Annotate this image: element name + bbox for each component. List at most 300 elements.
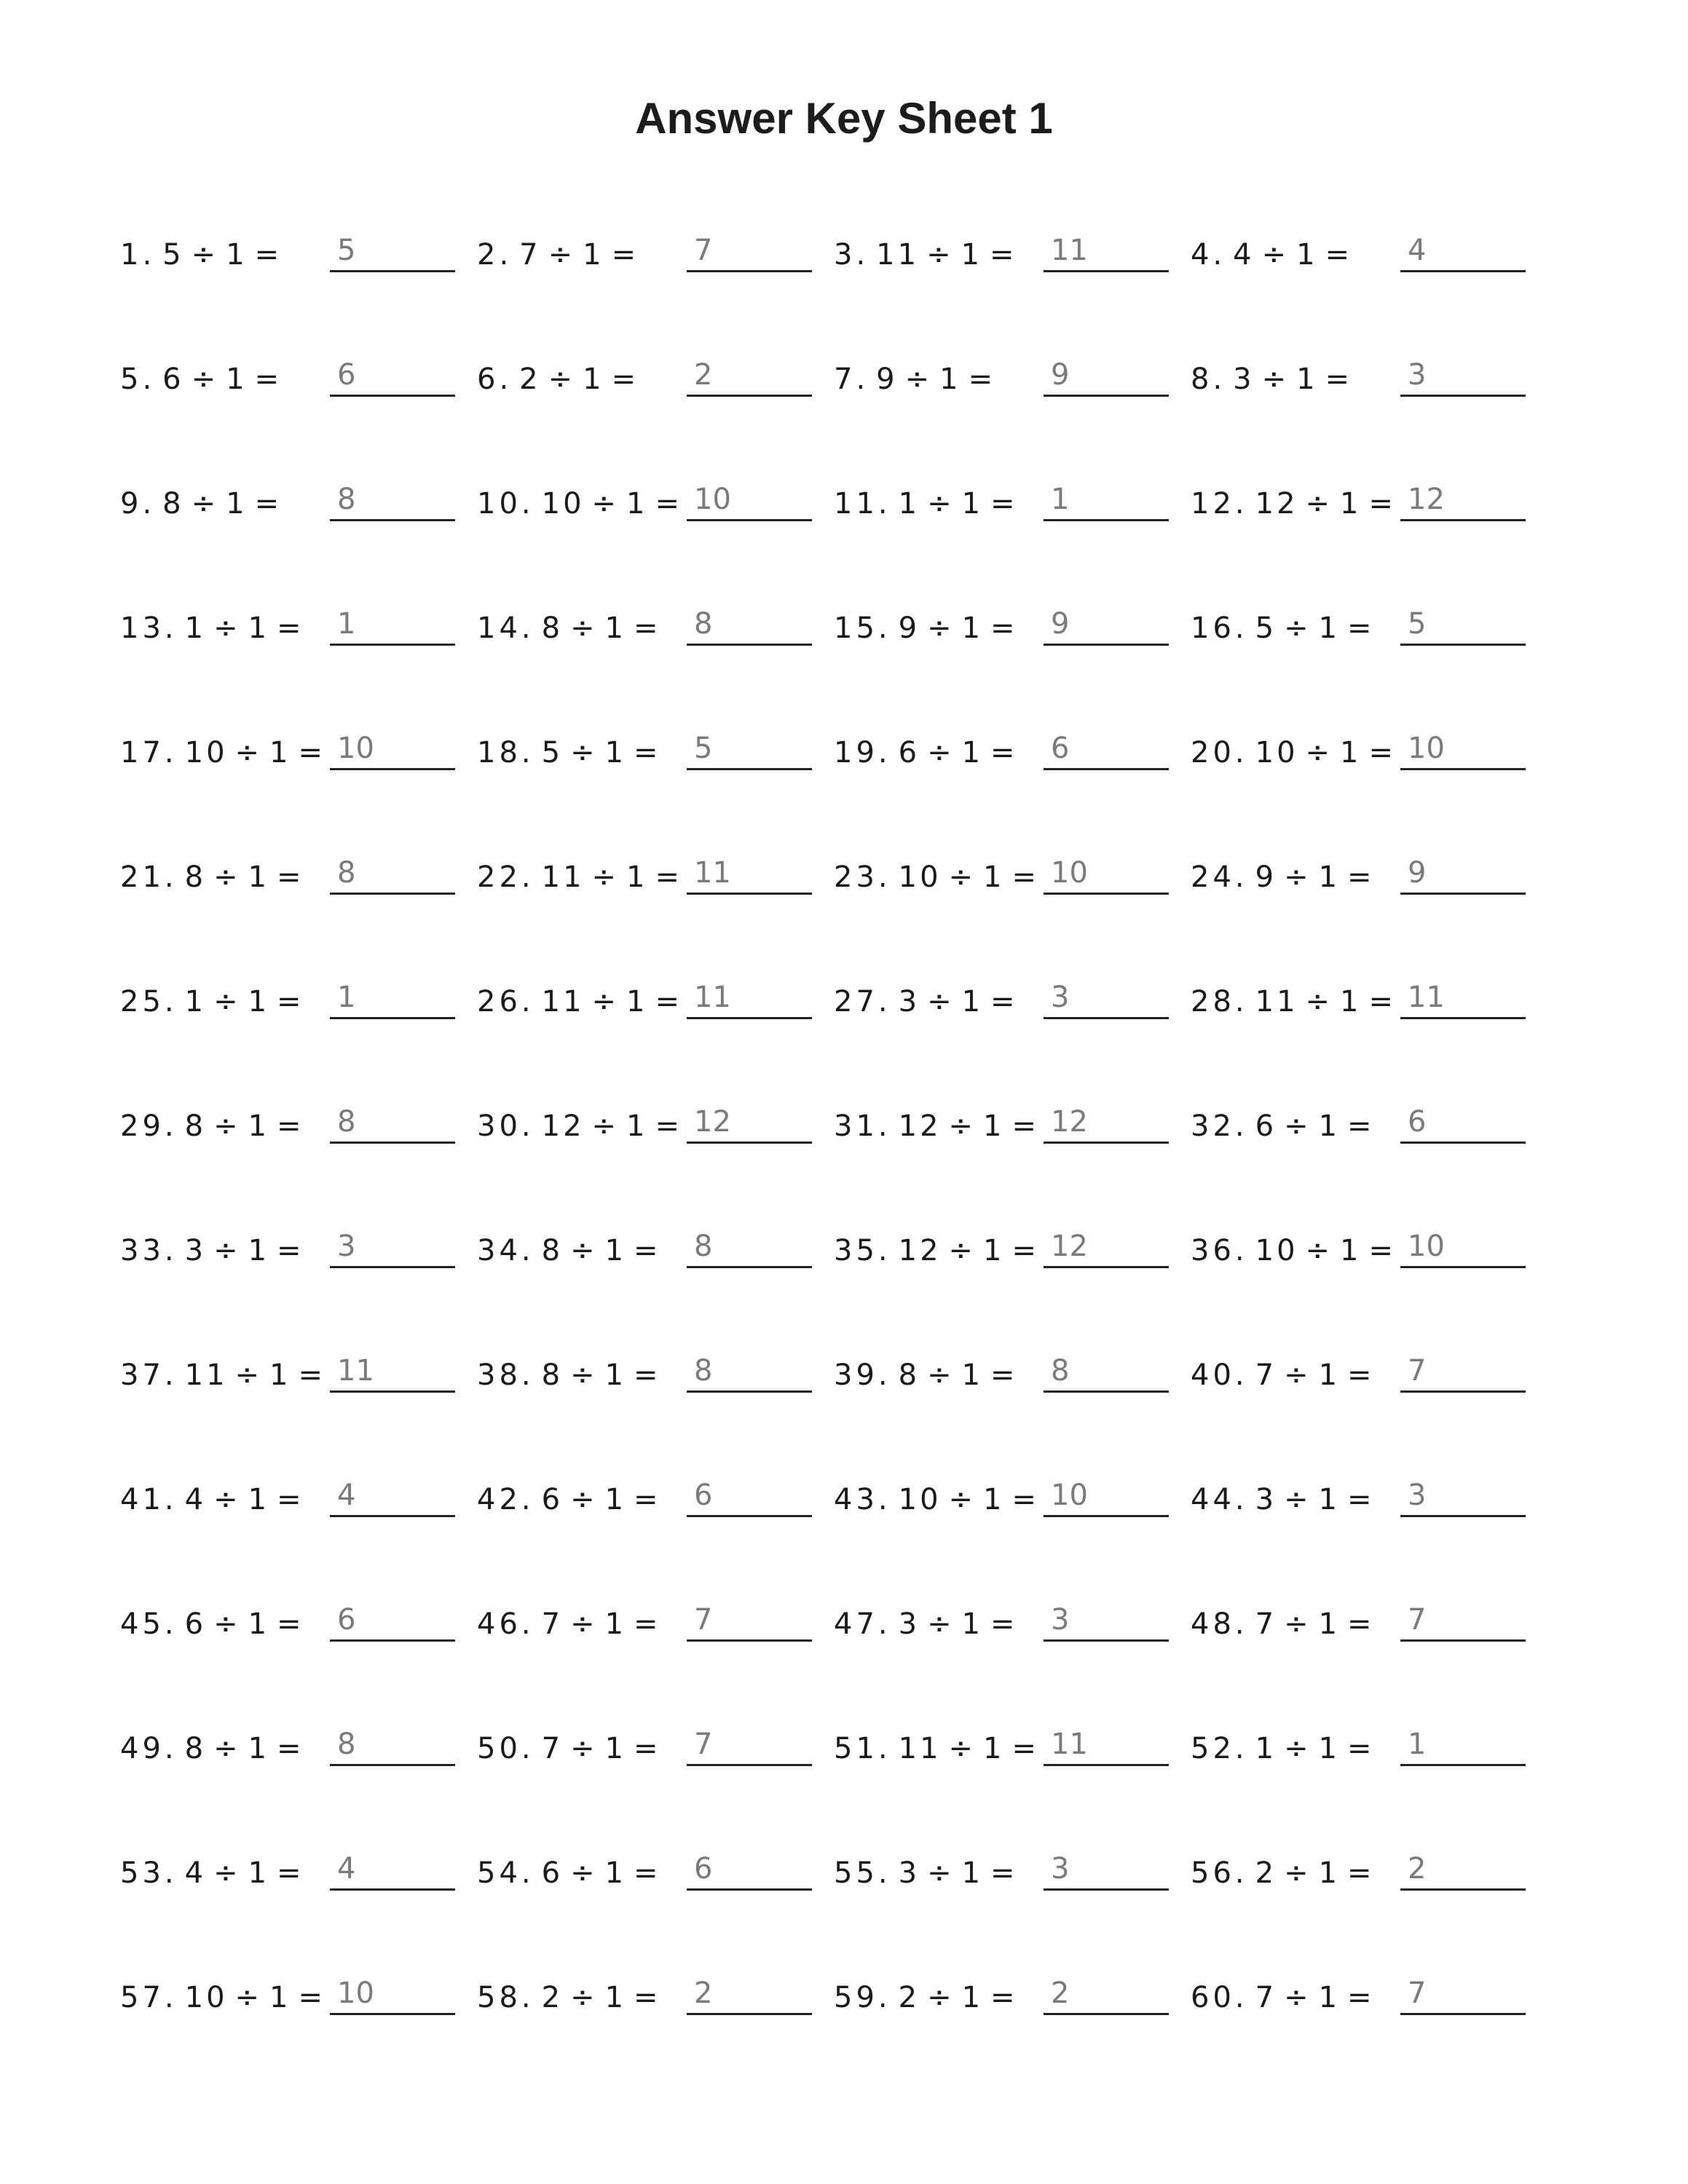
problem-number: 33. (120, 1234, 178, 1267)
equals-sign: = (1368, 985, 1397, 1018)
problem-number: 27. (834, 985, 891, 1018)
answer-blank: 2 (1400, 1847, 1526, 1891)
dividend: 6 (898, 736, 920, 769)
answer-blank: 9 (1400, 851, 1526, 895)
equals-sign: = (277, 860, 304, 894)
answer-blank: 10 (1044, 1473, 1169, 1517)
answer-blank: 6 (687, 1847, 812, 1891)
equals-sign: = (1347, 860, 1375, 894)
equals-sign: = (1011, 1732, 1040, 1765)
answer-blank: 3 (330, 1224, 455, 1268)
answer-blank: 3 (1044, 1847, 1169, 1891)
problem-item (1191, 1961, 1547, 2019)
equals-sign: = (1347, 1483, 1375, 1516)
problem-item (477, 1339, 834, 1397)
answer-blank: 12 (687, 1100, 812, 1144)
problem-item (477, 1214, 834, 1273)
problem-number: 39. (834, 1358, 891, 1392)
equals-sign: = (277, 612, 304, 645)
dividend: 6 (541, 1483, 564, 1516)
problem-number: 43. (834, 1483, 891, 1516)
divide-sign: ÷ (1305, 487, 1333, 521)
problem-number: 49. (120, 1732, 178, 1765)
dividend: 3 (898, 1607, 920, 1641)
answer-blank: 6 (1400, 1100, 1526, 1144)
equals-sign: = (634, 1981, 661, 2014)
divide-sign: ÷ (213, 1732, 241, 1765)
divisor: 1 (248, 612, 270, 645)
answer-blank: 6 (1044, 727, 1169, 770)
answer-blank: 11 (687, 851, 812, 895)
problem-item (834, 841, 1191, 899)
answer-blank: 8 (687, 602, 812, 646)
divide-sign: ÷ (926, 238, 954, 272)
problem-number: 47. (834, 1607, 891, 1641)
answer-blank: 7 (1400, 1349, 1526, 1393)
answer-blank: 3 (1400, 353, 1526, 397)
problem-number: 46. (477, 1607, 535, 1641)
divide-sign: ÷ (213, 1483, 241, 1516)
divide-sign: ÷ (191, 487, 219, 521)
equals-sign: = (277, 1856, 304, 1890)
dividend: 6 (184, 1607, 207, 1641)
divide-sign: ÷ (548, 238, 576, 272)
answer-blank: 7 (687, 1722, 812, 1766)
problem-item (1191, 1463, 1547, 1522)
problem-item (1191, 1712, 1547, 1770)
divide-sign: ÷ (948, 1483, 977, 1516)
dividend: 1 (1255, 1732, 1277, 1765)
equals-sign: = (1347, 1358, 1375, 1392)
equals-sign: = (1368, 1234, 1397, 1267)
dividend: 12 (898, 1234, 942, 1267)
equals-sign: = (277, 1109, 304, 1143)
divisor: 1 (604, 1856, 627, 1890)
problem-number: 24. (1191, 860, 1248, 894)
problem-number: 18. (477, 736, 535, 769)
equals-sign: = (1347, 612, 1375, 645)
divisor: 1 (226, 487, 248, 521)
divisor: 1 (961, 1981, 984, 2014)
problem-number: 41. (120, 1483, 178, 1516)
divide-sign: ÷ (591, 1109, 620, 1143)
problem-item (477, 716, 834, 775)
dividend: 4 (184, 1856, 207, 1890)
answer-blank: 10 (330, 727, 455, 770)
dividend: 12 (898, 1109, 942, 1143)
problem-item (477, 343, 834, 401)
problem-number: 44. (1191, 1483, 1248, 1516)
equals-sign: = (1347, 1109, 1375, 1143)
divisor: 1 (604, 1234, 627, 1267)
problem-item (834, 343, 1191, 401)
problem-item (1191, 218, 1547, 277)
divisor: 1 (961, 487, 984, 521)
divide-sign: ÷ (927, 985, 955, 1018)
problem-item (120, 1588, 477, 1646)
equals-sign: = (1011, 860, 1040, 894)
answer-blank: 9 (1044, 353, 1169, 397)
answer-blank: 4 (1400, 229, 1526, 272)
divide-sign: ÷ (234, 1981, 263, 2014)
answer-blank: 8 (687, 1224, 812, 1268)
answer-blank: 11 (1400, 976, 1526, 1019)
problem-number: 2. (477, 238, 513, 272)
equals-sign: = (277, 1234, 304, 1267)
answer-blank: 10 (1044, 851, 1169, 895)
answer-blank: 7 (687, 229, 812, 272)
equals-sign: = (277, 1732, 304, 1765)
equals-sign: = (990, 612, 1018, 645)
divide-sign: ÷ (948, 1732, 977, 1765)
divide-sign: ÷ (213, 1607, 241, 1641)
dividend: 7 (1255, 1607, 1277, 1641)
problem-item (120, 1214, 477, 1273)
problem-number: 10. (477, 487, 535, 521)
problem-number: 23. (834, 860, 891, 894)
equals-sign: = (1325, 238, 1353, 272)
problem-item (1191, 592, 1547, 650)
divide-sign: ÷ (904, 363, 933, 396)
answer-blank: 8 (330, 851, 455, 895)
dividend: 8 (541, 612, 564, 645)
answer-blank: 10 (1400, 727, 1526, 770)
dividend: 9 (1255, 860, 1277, 894)
divisor: 1 (583, 363, 604, 396)
equals-sign: = (1368, 736, 1397, 769)
problem-number: 20. (1191, 736, 1248, 769)
problem-item (477, 1090, 834, 1148)
problem-item (1191, 343, 1547, 401)
problem-item (1191, 1339, 1547, 1397)
answer-blank: 7 (687, 1598, 812, 1642)
problem-item (1191, 841, 1547, 899)
divisor: 1 (983, 1109, 1005, 1143)
divide-sign: ÷ (234, 1358, 263, 1392)
equals-sign: = (1347, 1732, 1375, 1765)
divide-sign: ÷ (1305, 736, 1333, 769)
divide-sign: ÷ (213, 1856, 241, 1890)
answer-blank: 6 (330, 353, 455, 397)
equals-sign: = (611, 363, 639, 396)
divisor: 1 (269, 1981, 291, 2014)
problem-item (834, 1214, 1191, 1273)
answer-blank: 7 (1400, 1971, 1526, 2015)
problem-item (834, 218, 1191, 277)
problem-item (120, 1090, 477, 1148)
equals-sign: = (254, 363, 283, 396)
divisor: 1 (1318, 1109, 1341, 1143)
divisor: 1 (961, 985, 984, 1018)
answer-blank: 11 (1044, 229, 1169, 272)
divide-sign: ÷ (948, 1234, 977, 1267)
divisor: 1 (983, 1732, 1005, 1765)
problem-number: 30. (477, 1109, 535, 1143)
answer-blank: 5 (1400, 602, 1526, 646)
problem-number: 50. (477, 1732, 535, 1765)
answer-blank: 3 (1044, 1598, 1169, 1642)
divide-sign: ÷ (1284, 1856, 1312, 1890)
answer-blank: 12 (1044, 1224, 1169, 1268)
problem-item (1191, 1837, 1547, 1895)
divisor: 1 (1340, 487, 1362, 521)
dividend: 8 (162, 487, 184, 521)
answer-blank: 8 (330, 478, 455, 521)
divisor: 1 (248, 1607, 270, 1641)
problem-item (1191, 1214, 1547, 1273)
divisor: 1 (248, 985, 270, 1018)
problem-number: 29. (120, 1109, 178, 1143)
dividend: 3 (1255, 1483, 1277, 1516)
divide-sign: ÷ (1284, 1732, 1312, 1765)
problem-item (477, 1837, 834, 1895)
answer-blank: 5 (330, 229, 455, 272)
answer-blank: 11 (1044, 1722, 1169, 1766)
dividend: 10 (1255, 736, 1298, 769)
answer-blank: 10 (330, 1971, 455, 2015)
equals-sign: = (254, 238, 283, 272)
equals-sign: = (634, 1732, 661, 1765)
problem-item (834, 1090, 1191, 1148)
problem-number: 15. (834, 612, 891, 645)
divisor: 1 (248, 1483, 270, 1516)
problem-item (120, 1837, 477, 1895)
problem-number: 14. (477, 612, 535, 645)
divide-sign: ÷ (1284, 1981, 1312, 2014)
equals-sign: = (634, 1856, 661, 1890)
dividend: 11 (1255, 985, 1298, 1018)
problem-number: 26. (477, 985, 535, 1018)
divide-sign: ÷ (948, 860, 977, 894)
dividend: 11 (541, 985, 585, 1018)
equals-sign: = (277, 985, 304, 1018)
divide-sign: ÷ (570, 1856, 598, 1890)
divide-sign: ÷ (213, 612, 241, 645)
page-title: Answer Key Sheet 1 (635, 94, 1053, 143)
divide-sign: ÷ (1284, 612, 1312, 645)
dividend: 9 (898, 612, 920, 645)
problem-number: 19. (834, 736, 891, 769)
divide-sign: ÷ (1284, 1358, 1312, 1392)
answer-blank: 6 (687, 1473, 812, 1517)
dividend: 10 (184, 736, 228, 769)
divide-sign: ÷ (191, 238, 219, 272)
problem-item (120, 841, 477, 899)
divisor: 1 (983, 860, 1005, 894)
divisor: 1 (248, 1109, 270, 1143)
problem-item (1191, 1090, 1547, 1148)
divide-sign: ÷ (591, 985, 620, 1018)
problem-item (1191, 965, 1547, 1024)
equals-sign: = (634, 1234, 661, 1267)
problem-item (477, 1463, 834, 1522)
divide-sign: ÷ (1284, 1483, 1312, 1516)
dividend: 6 (162, 363, 184, 396)
equals-sign: = (634, 1358, 661, 1392)
problem-item (834, 1837, 1191, 1895)
problem-number: 58. (477, 1981, 535, 2014)
problem-item (120, 1961, 477, 2019)
answer-blank: 2 (687, 1971, 812, 2015)
equals-sign: = (298, 1981, 326, 2014)
problem-item (120, 1463, 477, 1522)
divide-sign: ÷ (213, 1109, 241, 1143)
dividend: 12 (541, 1109, 585, 1143)
answer-blank: 2 (687, 353, 812, 397)
problem-number: 57. (120, 1981, 178, 2014)
dividend: 8 (541, 1234, 564, 1267)
divide-sign: ÷ (927, 736, 955, 769)
divide-sign: ÷ (213, 985, 241, 1018)
divisor: 1 (269, 736, 291, 769)
dividend: 2 (898, 1981, 920, 2014)
dividend: 4 (184, 1483, 207, 1516)
problem-number: 38. (477, 1358, 535, 1392)
divisor: 1 (961, 612, 984, 645)
problem-number: 53. (120, 1856, 178, 1890)
divisor: 1 (604, 612, 627, 645)
equals-sign: = (990, 1856, 1018, 1890)
divide-sign: ÷ (1284, 1607, 1312, 1641)
divisor: 1 (1318, 1732, 1341, 1765)
problem-item (120, 343, 477, 401)
problem-number: 48. (1191, 1607, 1248, 1641)
divide-sign: ÷ (927, 1856, 955, 1890)
divide-sign: ÷ (1305, 1234, 1333, 1267)
answer-blank: 9 (1044, 602, 1169, 646)
divide-sign: ÷ (927, 1981, 955, 2014)
divisor: 1 (604, 1732, 627, 1765)
problem-number: 4. (1191, 238, 1226, 272)
problem-number: 59. (834, 1981, 891, 2014)
problem-number: 54. (477, 1856, 535, 1890)
answer-blank: 8 (687, 1349, 812, 1393)
divisor: 1 (961, 736, 984, 769)
problem-item (477, 218, 834, 277)
divide-sign: ÷ (213, 860, 241, 894)
equals-sign: = (990, 1358, 1018, 1392)
equals-sign: = (655, 1109, 683, 1143)
dividend: 12 (1255, 487, 1298, 521)
equals-sign: = (1011, 1109, 1040, 1143)
problem-item (477, 965, 834, 1024)
equals-sign: = (1011, 1483, 1040, 1516)
problem-item (834, 467, 1191, 526)
answer-blank: 1 (1044, 478, 1169, 521)
problem-number: 32. (1191, 1109, 1248, 1143)
problem-number: 21. (120, 860, 178, 894)
dividend: 5 (162, 238, 184, 272)
problem-item (834, 965, 1191, 1024)
divisor: 1 (1318, 1607, 1341, 1641)
dividend: 10 (184, 1981, 228, 2014)
problem-item (120, 1712, 477, 1770)
answer-blank: 4 (330, 1473, 455, 1517)
answer-blank: 1 (330, 602, 455, 646)
problem-item (834, 1588, 1191, 1646)
dividend: 6 (1255, 1109, 1277, 1143)
problem-number: 35. (834, 1234, 891, 1267)
answer-blank: 2 (1044, 1971, 1169, 2015)
problem-item (834, 1463, 1191, 1522)
problem-item (834, 716, 1191, 775)
dividend: 10 (898, 860, 942, 894)
problem-number: 3. (834, 238, 869, 272)
dividend: 3 (1233, 363, 1255, 396)
answer-blank: 3 (1044, 976, 1169, 1019)
problem-number: 45. (120, 1607, 178, 1641)
divisor: 1 (961, 1607, 984, 1641)
equals-sign: = (277, 1607, 304, 1641)
divisor: 1 (961, 1358, 984, 1392)
problem-number: 13. (120, 612, 178, 645)
divisor: 1 (1318, 612, 1341, 645)
equals-sign: = (990, 1607, 1018, 1641)
divide-sign: ÷ (548, 363, 576, 396)
problem-item (834, 592, 1191, 650)
dividend: 8 (184, 860, 207, 894)
equals-sign: = (655, 487, 683, 521)
dividend: 4 (1233, 238, 1255, 272)
problem-number: 5. (120, 363, 156, 396)
divisor: 1 (1340, 1234, 1362, 1267)
equals-sign: = (1347, 1607, 1375, 1641)
dividend: 10 (898, 1483, 942, 1516)
dividend: 11 (184, 1358, 228, 1392)
divisor: 1 (939, 363, 961, 396)
divide-sign: ÷ (191, 363, 219, 396)
dividend: 2 (541, 1981, 564, 2014)
divisor: 1 (983, 1234, 1005, 1267)
divide-sign: ÷ (927, 612, 955, 645)
divisor: 1 (248, 860, 270, 894)
divisor: 1 (1296, 238, 1318, 272)
equals-sign: = (1325, 363, 1353, 396)
dividend: 7 (541, 1607, 564, 1641)
equals-sign: = (1347, 1981, 1375, 2014)
divisor: 1 (1318, 1358, 1341, 1392)
divisor: 1 (269, 1358, 291, 1392)
dividend: 11 (541, 860, 585, 894)
answer-blank: 12 (1400, 478, 1526, 521)
dividend: 1 (898, 487, 920, 521)
answer-blank: 8 (330, 1100, 455, 1144)
divisor: 1 (604, 1483, 627, 1516)
divisor: 1 (626, 860, 648, 894)
equals-sign: = (634, 736, 661, 769)
equals-sign: = (1011, 1234, 1040, 1267)
divisor: 1 (1318, 1483, 1341, 1516)
problem-item (477, 1961, 834, 2019)
problem-number: 31. (834, 1109, 891, 1143)
divisor: 1 (604, 1358, 627, 1392)
problem-item (834, 1339, 1191, 1397)
problem-number: 37. (120, 1358, 178, 1392)
divide-sign: ÷ (570, 1234, 598, 1267)
equals-sign: = (968, 363, 996, 396)
divisor: 1 (1318, 1981, 1341, 2014)
problem-item (1191, 716, 1547, 775)
dividend: 3 (184, 1234, 207, 1267)
divide-sign: ÷ (213, 1234, 241, 1267)
dividend: 8 (898, 1358, 920, 1392)
problem-number: 12. (1191, 487, 1248, 521)
equals-sign: = (634, 1607, 661, 1641)
dividend: 11 (876, 238, 920, 272)
divide-sign: ÷ (1305, 985, 1333, 1018)
answer-blank: 11 (687, 976, 812, 1019)
problem-number: 51. (834, 1732, 891, 1765)
